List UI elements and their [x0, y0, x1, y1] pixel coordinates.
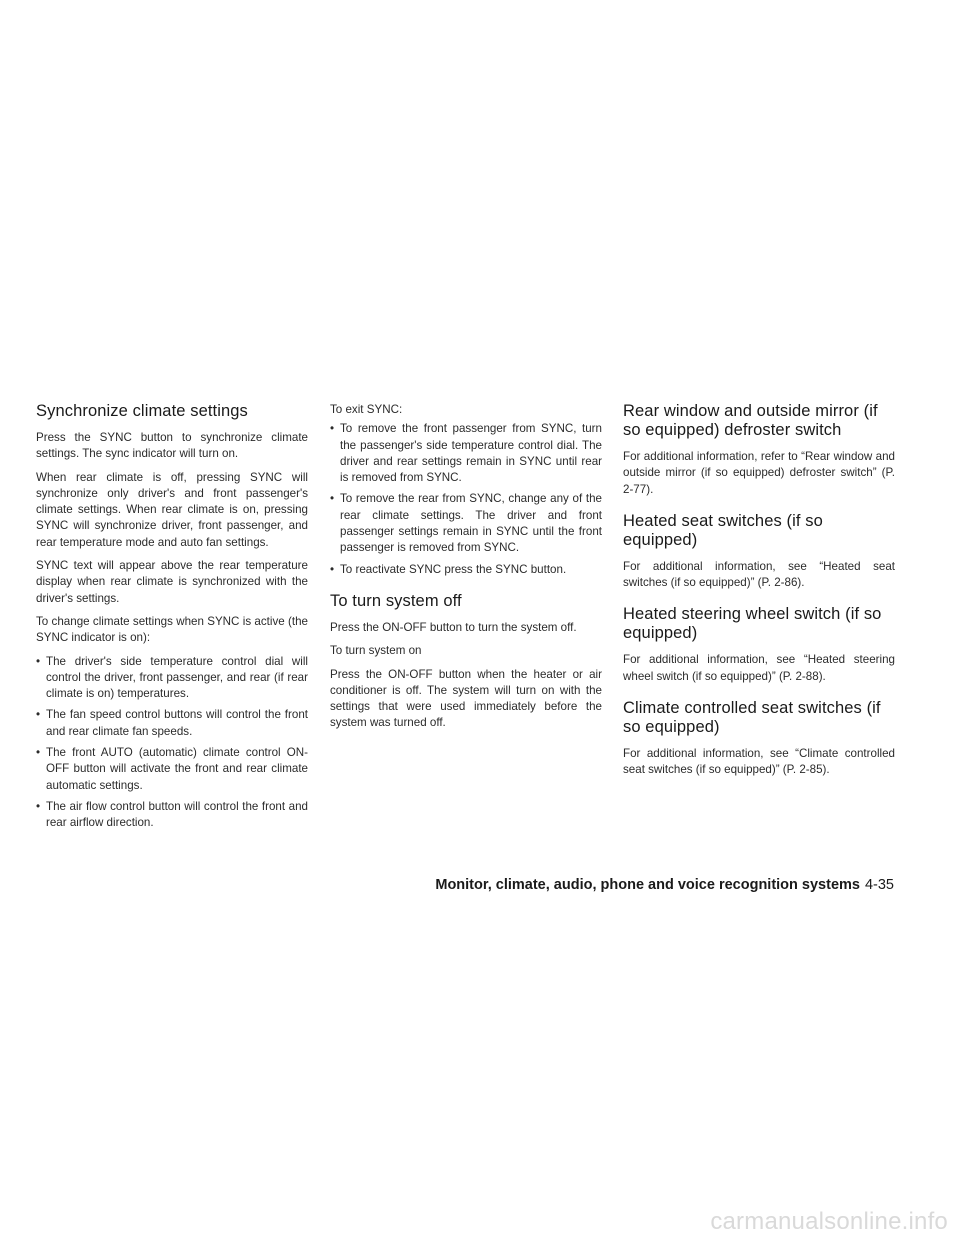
- paragraph: For additional information, see “Climate controlled seat switches (if so equipped)” (P. 2-85).: [623, 747, 895, 777]
- watermark: carmanualsonline.info: [710, 1208, 948, 1235]
- section-heading: Rear window and outside mirror (if so equipped) defroster switch: [623, 402, 878, 439]
- paragraph: SYNC text will appear above the rear temperature display when rear climate is synchronized with the driver's settings.: [36, 559, 308, 605]
- list-item: • The front AUTO (automatic) climate control ON-OFF button will activate the front and rear climate automatic settings.: [36, 745, 308, 794]
- page-number: 4-35: [864, 877, 894, 893]
- list-item: • To remove the front passenger from SYNC, turn the passenger's side temperature control dial. The driver and rear settings remain in SYNC until rear is removed from SYNC.: [330, 421, 602, 486]
- page-footer: [435, 877, 894, 893]
- paragraph: To change climate settings when SYNC is active (the SYNC indicator is on):: [36, 614, 308, 645]
- list-item: • To reactivate SYNC press the SYNC button.: [330, 562, 602, 578]
- paragraph: To exit SYNC:: [330, 403, 403, 416]
- section-heading: To turn system off: [330, 591, 462, 610]
- list-item: • The driver's side temperature control dial will control the driver, front passenger, and rear (if rear climate is on) temperatures.: [36, 654, 308, 703]
- section-heading: Climate controlled seat switches (if so equipped): [623, 699, 881, 737]
- column-right: [623, 402, 895, 786]
- bullet-list: [36, 654, 308, 832]
- list-item: • To remove the rear from SYNC, change any of the rear climate settings. The driver and front passenger settings remain in SYNC until the front passenger is removed from SYNC.: [330, 491, 602, 556]
- paragraph: Press the SYNC button to synchronize climate settings. The sync indicator will turn on.: [36, 431, 308, 461]
- list-item: • The air flow control button will control the front and rear airflow direction.: [36, 799, 308, 832]
- section-heading: Heated seat switches (if so equipped): [623, 511, 823, 549]
- column-left: [36, 402, 308, 837]
- list-item: • The fan speed control buttons will control the front and rear climate fan speeds.: [36, 707, 308, 740]
- footer-section-title: Monitor, climate, audio, phone and voice recognition systems: [435, 877, 860, 893]
- paragraph: To turn system on: [330, 644, 422, 658]
- paragraph: When rear climate is off, pressing SYNC will synchronize only driver's and front passenger's climate settings. When rear climate is on, pressing SYNC will synchronize driver, front passenger, and rear temperature mode and auto fan settings.: [36, 470, 308, 549]
- paragraph: Press the ON-OFF button when the heater or air conditioner is off. The system will turn on with the settings that were used immediately before the system was turned off.: [330, 667, 602, 730]
- section-heading: Heated steering wheel switch (if so equipped): [623, 605, 882, 643]
- paragraph: For additional information, see “Heated steering wheel switch (if so equipped)” (P. 2-88).: [623, 653, 895, 683]
- bullet-list: [330, 421, 602, 578]
- section-heading: Synchronize climate settings: [36, 402, 248, 420]
- paragraph: Press the ON-OFF button to turn the system off.: [330, 620, 577, 634]
- column-middle: [330, 402, 602, 739]
- paragraph: For additional information, refer to “Rear window and outside mirror (if so equipped) defroster switch” (P. 2-77).: [623, 450, 895, 496]
- paragraph: For additional information, see “Heated seat switches (if so equipped)” (P. 2-86).: [623, 559, 895, 590]
